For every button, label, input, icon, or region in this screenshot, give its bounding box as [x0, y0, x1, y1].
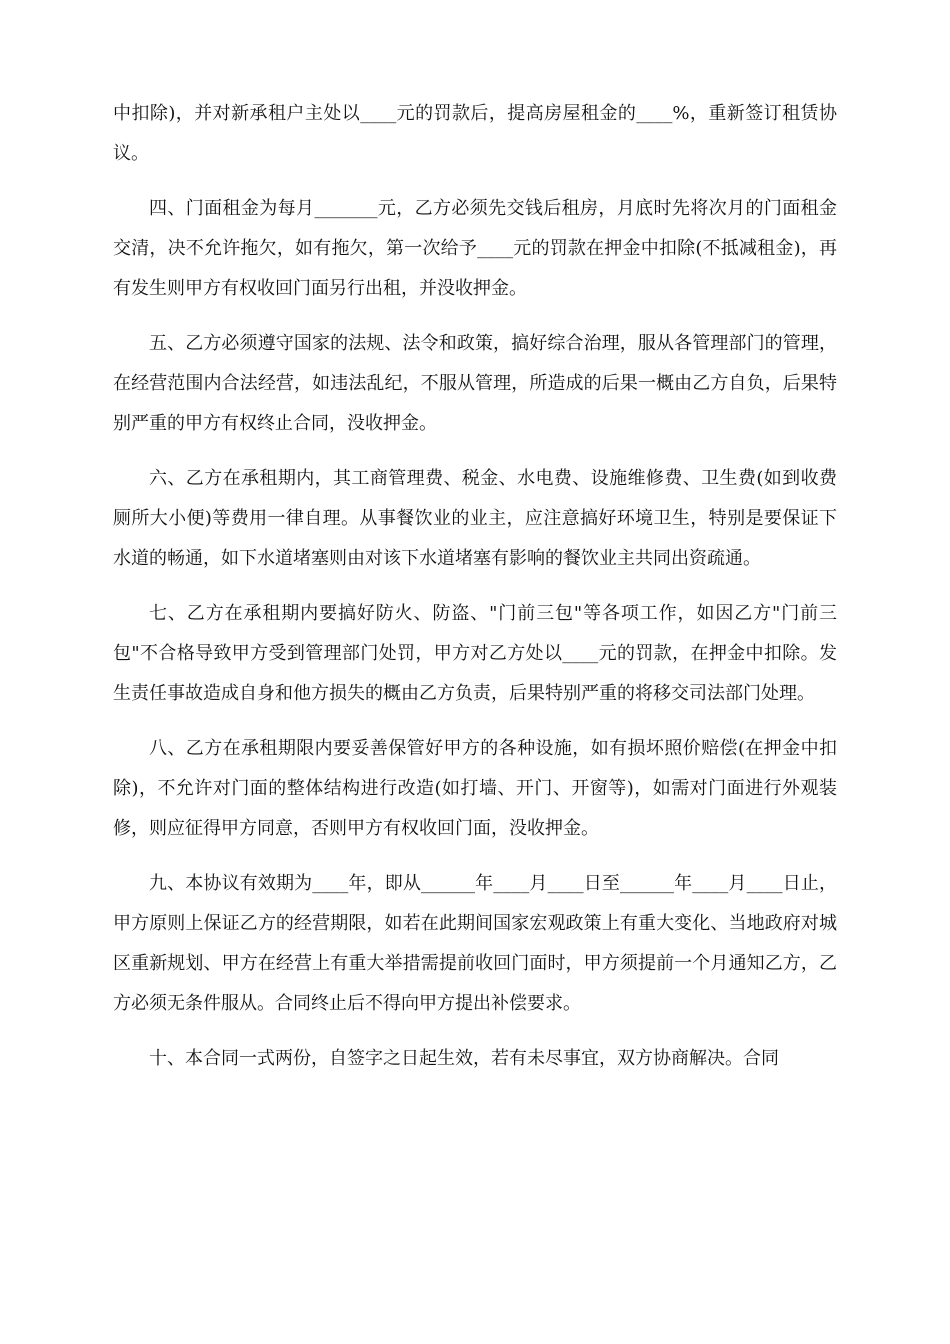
clause-8-facilities: 八、乙方在承租期限内要妥善保管好甲方的各种设施，如有损坏照价赔偿(在押金中扣除)，不允许对门面的整体结构进行改造(如打墙、开门、开窗等)，如需对门面进行外观装修，则应征得甲方同意，否则甲方有权收回门面，没收押金。: [113, 738, 837, 839]
clause-4-rent: 四、门面租金为每月_______元，乙方必须先交钱后租房，月底时先将次月的门面租金交清，决不允许拖欠，如有拖欠，第一次给予____元的罚款在押金中扣除(不抵减租金)，再有发生则甲方有权收回门面另行出租，并没收押金。: [113, 198, 837, 299]
paragraph-continued: 中扣除)，并对新承租户主处以____元的罚款后，提高房屋租金的____%，重新签订租赁协议。: [113, 103, 837, 164]
clause-7-safety: 七、乙方在承租期内要搞好防火、防盗、"门前三包"等各项工作，如因乙方"门前三包"不合格导致甲方受到管理部门处罚，甲方对乙方处以____元的罚款，在押金中扣除。发生责任事故造成自身和他方损失的概由乙方负责，后果特别严重的将移交司法部门处理。: [113, 603, 837, 704]
clause-10-copies: 十、本合同一式两份，自签字之日起生效，若有未尽事宜，双方协商解决。合同: [149, 1048, 779, 1069]
document-body: [113, 94, 837, 1094]
clause-5-compliance: 五、乙方必须遵守国家的法规、法令和政策，搞好综合治理，服从各管理部门的管理，在经营范围内合法经营，如违法乱纪，不服从管理，所造成的后果一概由乙方自负，后果特别严重的甲方有权终止合同，没收押金。: [113, 333, 837, 434]
clause-9-term: 九、本协议有效期为____年，即从______年____月____日至______年____月____日止，甲方原则上保证乙方的经营期限，如若在此期间国家宏观政策上有重大变化、当地政府对城区重新规划、甲方在经营上有重大举措需提前收回门面时，甲方须提前一个月通知乙方，乙方必须无条件服从。合同终止后不得向甲方提出补偿要求。: [113, 873, 837, 1014]
clause-6-fees: 六、乙方在承租期内，其工商管理费、税金、水电费、设施维修费、卫生费(如到收费厕所大小便)等费用一律自理。从事餐饮业的业主，应注意搞好环境卫生，特别是要保证下水道的畅通，如下水道堵塞则由对该下水道堵塞有影响的餐饮业主共同出资疏通。: [113, 468, 837, 569]
